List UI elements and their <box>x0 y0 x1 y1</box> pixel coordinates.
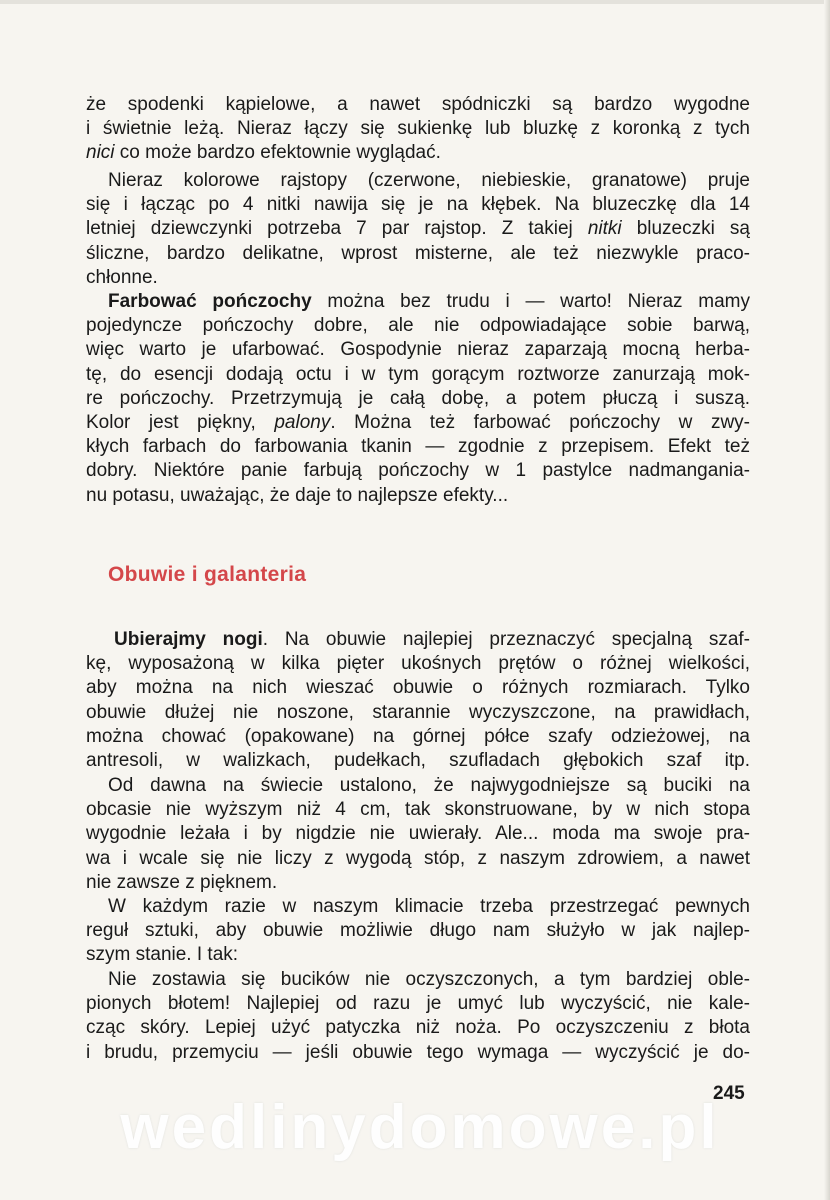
text-line: W każdym razie w naszym klimacie trzeba przestrzegać pewnych <box>108 896 750 917</box>
text-line <box>86 290 750 314</box>
text-line: aby można na nich wieszać obuwie o różnych rozmiarach. Tylko <box>86 677 750 699</box>
text-fragment: co może bardzo efektownie wyglądać. <box>114 142 441 164</box>
paragraph-shoe-storage <box>86 628 750 773</box>
text-line: że spodenki kąpielowe, a nawet spódniczki są bardzo wygodne <box>86 94 750 115</box>
text-line: nu potasu, uważając, że daje to najlepsze efekty... <box>86 484 509 506</box>
text-line: dobry. Niektóre panie farbują pończochy w 1 pastylce nadmangania- <box>86 460 750 482</box>
italic-term: nici <box>86 142 115 164</box>
paragraph-tights <box>86 169 750 290</box>
text-line: reguł sztuki, aby obuwie możliwie długo nam służyło w jak najlep- <box>86 920 750 942</box>
text-line: można chować (opakowane) na górnej półce szafy odzieżowej, na <box>86 725 750 747</box>
text-line: tę, do esencji dodają octu i w tym gorącym roztworze zanurzają mok- <box>86 363 750 385</box>
text-line: i brudu, przemyciu — jeśli obuwie tego wymaga — wyczyścić je do- <box>86 1041 750 1063</box>
text-line: cząc skóry. Lepiej użyć patyczka niż noża. Po oczyszczeniu z błota <box>86 1017 750 1039</box>
paragraph-swimwear <box>86 93 750 166</box>
text-fragment: . Na obuwie najlepiej przeznaczyć specjalną szaf- <box>262 629 751 650</box>
paragraph-climate-rules <box>86 895 750 968</box>
text-line: pionych błotem! Najlepiej od razu je umyć lub wyczyścić, nie kale- <box>86 993 750 1015</box>
page-number: 245 <box>713 1083 745 1104</box>
text-fragment: letniej dziewczynki potrzeba 7 par rajstop. Z takiej <box>86 218 588 240</box>
text-line: obcasie nie wyższym niż 4 cm, tak skonstruowane, by w nich stopa <box>86 799 750 821</box>
italic-term: nitki <box>587 218 622 240</box>
paragraph-cleaning-shoes <box>86 968 750 1065</box>
text-line: się i łącząc po 4 nitki nawija się je na kłębek. Na bluzeczkę dla 14 <box>86 194 750 216</box>
bold-term: Ubierajmy nogi <box>114 629 263 650</box>
paragraph-dyeing-stockings <box>86 290 750 508</box>
text-line: re pończochy. Przetrzymują je całą dobę, a potem płuczą i suszą. <box>86 387 750 409</box>
text-fragment: bluzeczki są <box>621 218 750 240</box>
watermark-text: wedlinydomowe.pl <box>120 1093 720 1162</box>
text-line: szym stanie. I tak: <box>86 944 239 966</box>
text-line: Od dawna na świecie ustalono, że najwygodniejsze są buciki na <box>108 775 750 796</box>
section-heading: Obuwie i galanteria <box>108 563 307 586</box>
text-line: antresoli, w walizkach, pudełkach, szufladach głębokich szaf itp. <box>86 750 750 772</box>
text-line: obuwie dłużej nie noszone, starannie wyczyszczone, na prawidłach, <box>86 701 750 723</box>
text-line: Nie zostawia się bucików nie oczyszczonych, a tym bardziej oble- <box>108 969 750 990</box>
text-fragment: można bez trudu i — warto! Nieraz mamy <box>311 291 750 312</box>
text-line: śliczne, bardzo delikatne, wprost misterne, ale też niezwykle praco- <box>86 242 750 264</box>
text-line: kę, wyposażoną w kilka pięter ukośnych prętów o różnej wielkości, <box>86 653 750 675</box>
page-top-edge <box>0 0 830 4</box>
page-right-edge <box>824 0 830 1200</box>
text-line: chłonne. <box>86 266 158 288</box>
text-line <box>86 411 750 435</box>
text-line: pojedyncze pończochy dobre, ale nie odpowiadające sobie barwą, <box>86 315 750 337</box>
italic-term: palony <box>274 412 331 434</box>
text-line: wygodnie leżała i by nigdzie nie uwierały. Ale... moda ma swoje pra- <box>86 823 750 845</box>
text-fragment: . Można też farbować pończochy w zwy- <box>330 412 750 434</box>
bold-term: Farbować pończochy <box>108 291 312 312</box>
text-line: wa i wcale się nie liczy z wygodą stóp, z naszym zdrowiem, a nawet <box>86 847 750 869</box>
text-line: nie zawsze z pięknem. <box>86 871 278 893</box>
text-line <box>86 141 750 165</box>
text-line <box>86 217 750 241</box>
text-line: kłych farbach do farbowania tkanin — zgodnie z przepisem. Efekt też <box>86 436 750 458</box>
text-line: i świetnie leżą. Nieraz łączy się sukienkę lub bluzkę z koronką z tych <box>86 118 750 140</box>
text-fragment: Kolor jest piękny, <box>86 412 275 434</box>
text-line: Nieraz kolorowe rajstopy (czerwone, niebieskie, granatowe) pruje <box>108 170 750 191</box>
text-line: więc warto je ufarbować. Gospodynie nieraz zaparzają mocną herba- <box>86 339 750 361</box>
paragraph-heel-height <box>86 774 750 895</box>
text-line <box>86 628 750 652</box>
